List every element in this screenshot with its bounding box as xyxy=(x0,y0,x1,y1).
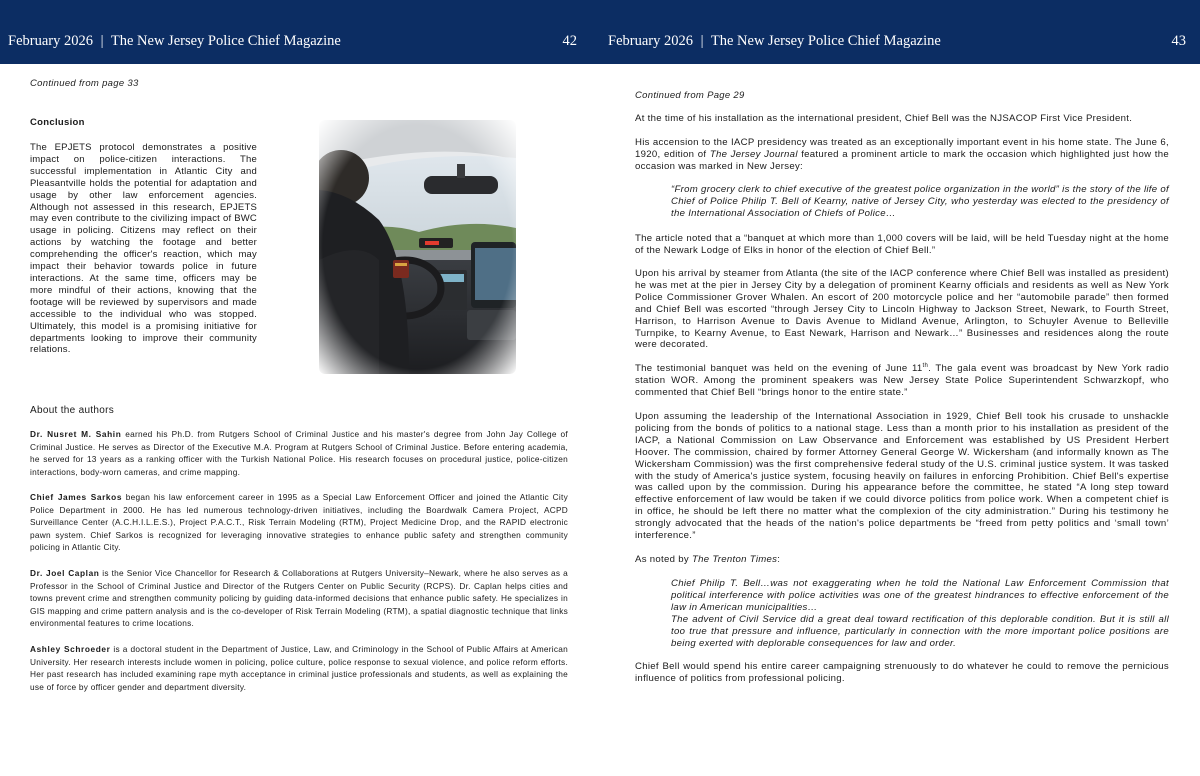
header-date: February 2026 xyxy=(8,33,93,49)
header-date: February 2026 xyxy=(608,33,693,49)
author-name: Ashley Schroeder xyxy=(30,644,111,654)
header-separator: | xyxy=(700,33,704,49)
author-bio xyxy=(30,428,568,478)
paragraph-text: . The gala event was broadcast by New York radio station WOR. Among the prominent speakers was New Jersey State Police Superintendent Schwarzkopf, who commented that Chief Bell “brings honor to the entire state.” xyxy=(635,363,1169,398)
paragraph-text: His accension to the IACP presidency was treated as an exceptionally important event in his home state. The June 6, 1920, edition of xyxy=(635,137,1169,160)
header-title xyxy=(608,33,941,50)
author-bio-text: is the Senior Vice Chancellor for Research & Collaborations at Rutgers University–Newark, where he also serves as a Professor in the School of Criminal Justice and Director of the Rutgers Center on Public Security (RCPS). Dr. Caplan helps cities and towns prevent crime and strengthen community policing by guiding data-informed decisions that enhance public safety. He specializes in GIS mapping and crime pattern analysis and is the co-developer of Risk Terrain Modeling (RTM), a spatial diagnostic technique that links environmental features to crime locations. xyxy=(30,568,568,629)
author-name: Dr. Nusret M. Sahin xyxy=(30,429,122,439)
paragraph xyxy=(635,363,1169,399)
police-car-interior-photo xyxy=(319,120,516,374)
author-name: Dr. Joel Caplan xyxy=(30,568,100,578)
author-bio xyxy=(30,491,568,554)
paragraph: Chief Bell would spend his entire career campaigning strenuously to do whatever he could to remove the pernicious influence of politics from professional policing. xyxy=(635,661,1169,684)
header-title xyxy=(8,33,341,50)
block-quote: Chief Philip T. Bell…was not exaggerating when he told the National Law Enforcement Commission that political interference with police activities was one of the greatest hindrances to effective enforcement of the law in American municipalities… xyxy=(671,578,1169,613)
paragraph xyxy=(635,137,1169,173)
police-car-photo-illustration xyxy=(319,120,516,374)
author-bio xyxy=(30,567,568,630)
publication-title: The Trenton Times xyxy=(691,554,778,565)
paragraph-text: : xyxy=(777,554,781,565)
paragraph xyxy=(635,554,1169,566)
about-authors-title: About the authors xyxy=(30,405,115,416)
author-bio-text: is a doctoral student in the Department of Justice, Law, and Criminology in the School of Public Affairs at American University. Her research interests include women in policing, police culture, police response to sexual violence, and police reform efforts. Her past research has included examining rape myth acceptance in criminal justice professionals and students, as well as explaining the use of force by officer gender and department diversity. xyxy=(30,644,568,692)
paragraph: Upon his arrival by steamer from Atlanta (the site of the IACP conference where Chief Bell was installed as president) he was met at the pier in Jersey City by a delegation of prominent Kearny officials and residents as well as New York Police Commissioner Grover Whalen. An escort of 200 motorcycle police and her “automobile parade” then formed and Chief Bell was escorted “through Jersey City to Lincoln Highway to Jackson Street, Newark, to Fourth Street, Harrison, to Harrison Avenue to Davis Avenue to Midland Avenue, Arlington, to Schuyler Avenue to Belleville Turnpike, to Kearny Avenue, to East Newark, Harrison and Newark…” Businesses and residences along the route were decorated. xyxy=(635,268,1169,351)
header-magazine: The New Jersey Police Chief Magazine xyxy=(710,33,941,49)
author-bio xyxy=(30,643,568,693)
header-separator: | xyxy=(100,33,104,49)
continued-note: Continued from Page 29 xyxy=(635,90,745,101)
page-number: 43 xyxy=(1171,33,1186,49)
author-name: Chief James Sarkos xyxy=(30,492,123,502)
header-magazine: The New Jersey Police Chief Magazine xyxy=(110,33,341,49)
paragraph-text: As noted by xyxy=(635,554,692,565)
page-header-band xyxy=(600,0,1200,64)
page-header-band xyxy=(0,0,600,64)
block-quote: The advent of Civil Service did a great deal toward rectification of this deplorable condition. But it is still all too true that pressure and influence, particularly in connection with the more important police positions are being exerted with deplorable consequences for law and order. xyxy=(671,614,1169,649)
superscript: th xyxy=(922,362,929,369)
page-number: 42 xyxy=(562,33,577,49)
paragraph: Upon assuming the leadership of the International Association in 1929, Chief Bell took his crusade to unshackle policing from the bonds of politics to a national stage. Less than a month prior to his installation as president of the IACP, a National Commission on Law Observance and Enforcement was established by US President Herbert Hoover. The commission, chaired by former Attorney General George W. Wickersham (and informally known as The Wickersham Commission) was the first comprehensive federal study of the U.S. criminal justice system. It was tasked with the study of America's justice system, focusing heavily on failures in enforcing Prohibition. Chief Bell's expertise was called upon by the commission. During his appearance before the committee, he stated “A long step toward effective enforcement of law would be taken if we could divorce politics from police work. When a competent chief is in office, he should be left there no matter what the complexion of the city administration.” During his testimony he strongly advocated that the heads of the nation's police departments be “freed from petty politics and ‘small town’ interference.” xyxy=(635,411,1169,542)
paragraph-text: The testimonial banquet was held on the evening of June 11 xyxy=(635,363,923,374)
conclusion-heading: Conclusion xyxy=(30,117,85,128)
block-quote: “From grocery clerk to chief executive of the greatest police organization in the world” is the story of the life of Chief of Police Philip T. Bell of Kearny, native of Jersey City, who yesterday was elected to the presidency of the International Association of Chiefs of Police… xyxy=(671,184,1169,219)
paragraph-text: featured a prominent article to mark the occasion which highlighted just how the occasion was marked in New Jersey: xyxy=(635,148,1169,172)
continued-note: Continued from page 33 xyxy=(30,78,139,89)
paragraph: At the time of his installation as the international president, Chief Bell was the NJSACOP First Vice President. xyxy=(635,113,1133,124)
conclusion-text: The EPJETS protocol demonstrates a positive impact on police-citizen interactions. The successful implementation in Atlantic City and Pleasantville holds the potential for adaptation and usage by other law enforcement agencies. Although not assessed in this research, EPJETS may even contribute to the civilizing impact of BWC usage in policing. Citizens may reflect on their actions by watching the footage and better comprehending the officer's reaction, which may impact their behavior towards police in future interactions. At the same time, officers may be more mindful of their actions, knowing that the footage will be reviewed by supervisors and made accessible to the individual who was stopped. Ultimately, this model is a promising initiative for departments looking to improve their community relations. xyxy=(30,142,257,356)
author-bio-text: began his law enforcement career in 1995 as a Special Law Enforcement Officer and joined the Atlantic City Police Department in 2000. He has led numerous technology-driven initiatives, including the Boardwalk Camera Project, ACPD Surveillance Center (A.C.H.I.L.E.S.), Project P.A.C.T., Risk Terrain Modeling (RTM), Project Medicine Drop, and the RAPID electronic pawn system. Chief Sarkos is recognized for leveraging innovative strategies to enhance public safety and strengthen community policing in Atlantic City. xyxy=(30,492,568,553)
author-bio-text: earned his Ph.D. from Rutgers School of Criminal Justice and his master's degree from John Jay College of Criminal Justice. He serves as Director of the Executive M.A. Program at Rutgers School of Criminal Justice. Before entering academia, he served for 13 years as a ranking officer with the Turkish National Police. His research focuses on procedural justice, police-citizen interactions, body-worn cameras, and crime mapping. xyxy=(30,429,568,477)
paragraph: The article noted that a “banquet at which more than 1,000 covers will be laid, will be held Tuesday night at the home of the Newark Lodge of Elks in honor of the election of Chief Bell.” xyxy=(635,233,1169,256)
publication-title: The Jersey Journal xyxy=(709,148,798,160)
